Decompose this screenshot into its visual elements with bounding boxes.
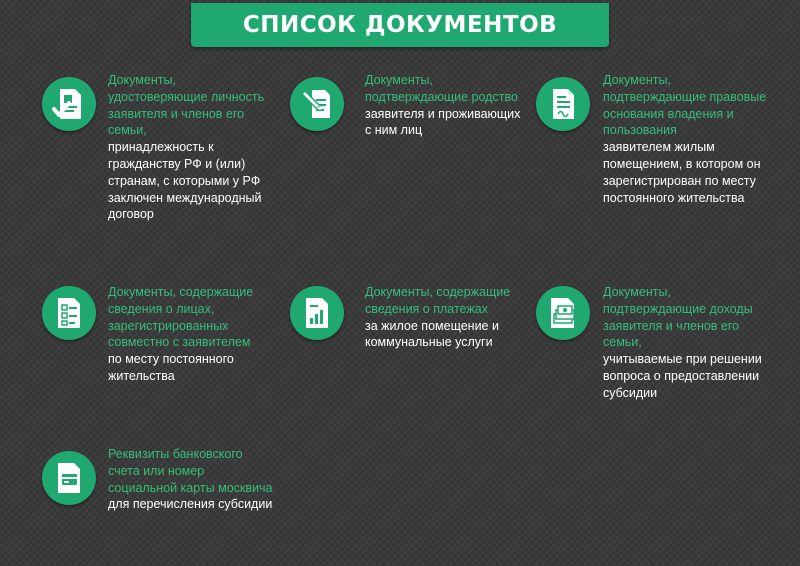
money-stack-icon — [536, 286, 590, 340]
document-chart-icon — [290, 286, 344, 340]
item-heading: Документы, удостоверяющие личность заявителя и членов его семьи, — [108, 73, 265, 138]
item-description: за жилое помещение и коммунальные услуги — [365, 318, 499, 350]
page-title: СПИСОК ДОКУМЕНТОВ — [242, 12, 558, 38]
id-document-check-icon — [42, 77, 96, 131]
item-description: учитываемые при решении вопроса о предоставлении субсидии — [603, 352, 762, 400]
document-signature-icon — [536, 77, 590, 131]
item-description: по месту постоянного жительства — [108, 352, 234, 383]
item-heading: Документы, подтверждающие правовые основания владения и пользования — [603, 73, 767, 138]
document-pen-icon — [290, 77, 344, 131]
item-heading: Документы, содержащие сведения о лицах, зарегистрированных совместно с заявителем — [108, 285, 254, 350]
header-banner — [191, 3, 609, 47]
item-description: заявителем жилым помещением, в котором он зарегистрирован по месту постоянного жительства — [603, 140, 761, 205]
document-checklist-icon — [42, 286, 96, 340]
item-description: заявителя и проживающих с ним лиц — [365, 106, 521, 138]
item-description: принадлежность к гражданству РФ и (или) странам, с которыми у РФ заключен международный договор — [108, 140, 262, 222]
item-heading: Документы, содержащие сведения о платежах — [365, 285, 511, 316]
item-heading: Документы, подтверждающие доходы заявителя и членов его семьи, — [603, 285, 753, 350]
item-heading: Документы, подтверждающие родство — [365, 73, 518, 104]
bank-card-document-icon — [42, 451, 96, 505]
item-description: для перечисления субсидии — [108, 497, 273, 512]
item-heading: Реквизиты банковского счета или номер социальной карты москвича — [108, 447, 273, 495]
